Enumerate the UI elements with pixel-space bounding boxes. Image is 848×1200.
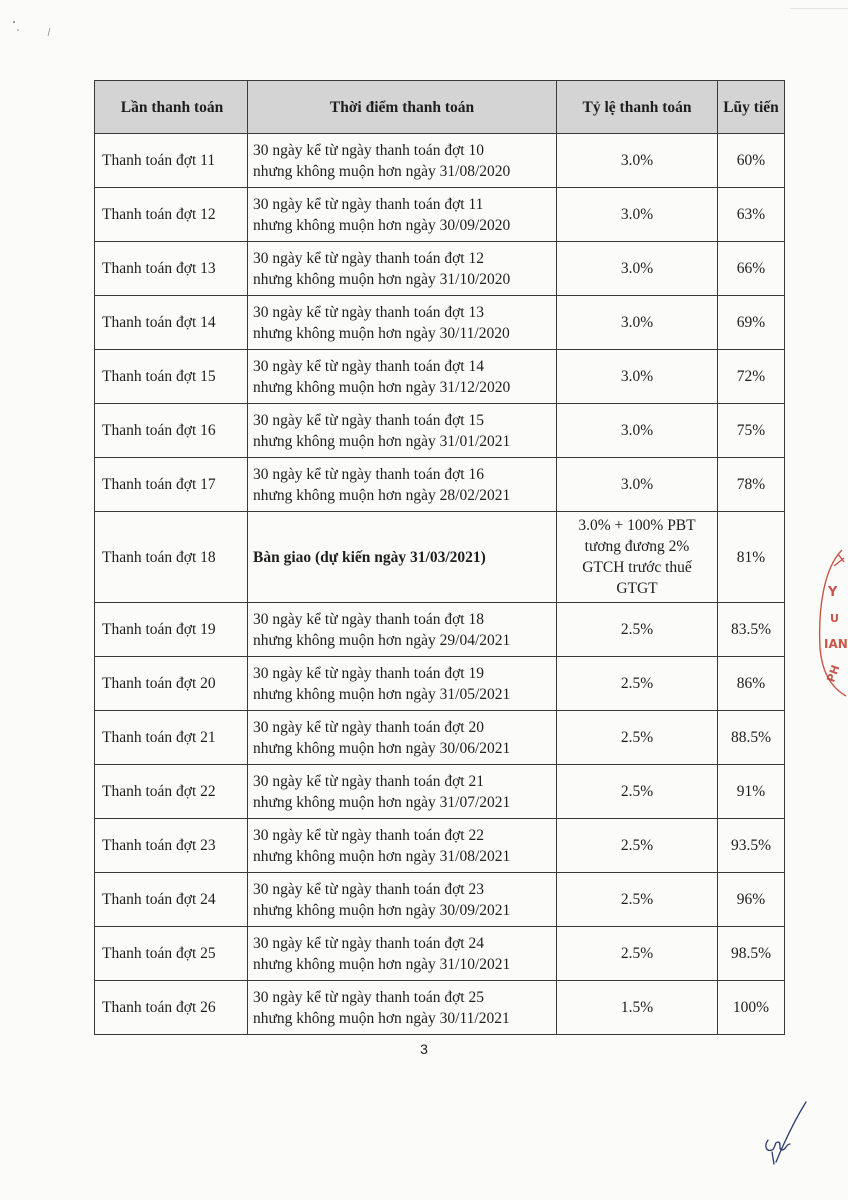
rate-cell: 2.5%: [557, 657, 718, 711]
timing-cell: [248, 873, 557, 927]
timing-cell: [248, 458, 557, 512]
rate-line: GTGT: [616, 580, 658, 597]
timing-line: nhưng không muộn hơn ngày 30/11/2020: [253, 324, 510, 342]
installment-cell: Thanh toán đợt 13: [95, 242, 248, 296]
timing-line: nhưng không muộn hơn ngày 31/07/2021: [253, 793, 511, 811]
installment-cell: Thanh toán đợt 26: [95, 981, 248, 1035]
table-row: [95, 242, 785, 296]
timing-line: 30 ngày kể từ ngày thanh toán đợt 12: [253, 249, 484, 267]
installment-cell: Thanh toán đợt 15: [95, 350, 248, 404]
rate-cell: 2.5%: [557, 603, 718, 657]
timing-line: nhưng không muộn hơn ngày 31/10/2020: [253, 270, 511, 288]
table-row: [95, 981, 785, 1035]
stamp-fragment: U: [830, 612, 839, 625]
rate-cell: 2.5%: [557, 873, 718, 927]
header-installment: Lần thanh toán: [95, 81, 248, 134]
timing-cell: [248, 350, 557, 404]
timing-line: nhưng không muộn hơn ngày 31/05/2021: [253, 685, 511, 703]
table-header-row: [95, 81, 785, 134]
rate-cell: 2.5%: [557, 927, 718, 981]
cumulative-cell: 93.5%: [718, 819, 785, 873]
table-row: [95, 711, 785, 765]
timing-cell: [248, 404, 557, 458]
table-row: [95, 819, 785, 873]
timing-line: nhưng không muộn hơn ngày 28/02/2021: [253, 486, 511, 504]
timing-line: nhưng không muộn hơn ngày 30/09/2021: [253, 901, 511, 919]
table-row: [95, 603, 785, 657]
timing-line: nhưng không muộn hơn ngày 31/08/2021: [253, 847, 511, 865]
cumulative-cell: 66%: [718, 242, 785, 296]
signature-initials: [760, 1100, 810, 1170]
payment-schedule-table: [94, 80, 785, 1035]
timing-cell: [248, 242, 557, 296]
timing-cell: [248, 711, 557, 765]
table-row: [95, 404, 785, 458]
cumulative-cell: 60%: [718, 134, 785, 188]
cumulative-cell: 72%: [718, 350, 785, 404]
timing-cell: [248, 134, 557, 188]
cumulative-cell: 63%: [718, 188, 785, 242]
header-timing: Thời điểm thanh toán: [248, 81, 557, 134]
installment-cell: Thanh toán đợt 25: [95, 927, 248, 981]
timing-line: 30 ngày kể từ ngày thanh toán đợt 10: [253, 141, 484, 159]
table-row: [95, 657, 785, 711]
timing-line: nhưng không muộn hơn ngày 30/11/2021: [253, 1009, 510, 1027]
timing-cell: [248, 981, 557, 1035]
timing-line: nhưng không muộn hơn ngày 30/09/2020: [253, 216, 511, 234]
installment-cell: Thanh toán đợt 12: [95, 188, 248, 242]
stamp-fragment: PH: [824, 663, 843, 685]
timing-line: 30 ngày kể từ ngày thanh toán đợt 15: [253, 411, 484, 429]
table-row: [95, 765, 785, 819]
timing-line: 30 ngày kể từ ngày thanh toán đợt 24: [253, 934, 484, 952]
table-row: [95, 134, 785, 188]
rate-line: tương đương 2%: [584, 538, 690, 555]
timing-line: 30 ngày kể từ ngày thanh toán đợt 20: [253, 718, 484, 736]
table-row: [95, 873, 785, 927]
installment-cell: Thanh toán đợt 11: [95, 134, 248, 188]
timing-cell: [248, 296, 557, 350]
installment-cell: Thanh toán đợt 17: [95, 458, 248, 512]
timing-line: 30 ngày kể từ ngày thanh toán đợt 13: [253, 303, 484, 321]
handover-row: [95, 512, 785, 603]
cumulative-cell: 88.5%: [718, 711, 785, 765]
handover-timing-cell: Bàn giao (dự kiến ngày 31/03/2021): [248, 512, 557, 603]
installment-cell: Thanh toán đợt 22: [95, 765, 248, 819]
timing-cell: [248, 819, 557, 873]
cumulative-cell: 86%: [718, 657, 785, 711]
table-row: [95, 296, 785, 350]
stamp-fragment: IAN: [824, 637, 848, 651]
installment-cell: Thanh toán đợt 23: [95, 819, 248, 873]
table-row: [95, 458, 785, 512]
cumulative-cell: 81%: [718, 512, 785, 603]
table-row: [95, 927, 785, 981]
rate-cell: 2.5%: [557, 711, 718, 765]
scan-edge-mark: [790, 8, 848, 9]
cumulative-cell: 83.5%: [718, 603, 785, 657]
rate-cell: 2.5%: [557, 819, 718, 873]
cumulative-cell: 100%: [718, 981, 785, 1035]
stamp-fragment: Y: [828, 585, 838, 600]
timing-line: nhưng không muộn hơn ngày 29/04/2021: [253, 631, 511, 649]
installment-cell: Thanh toán đợt 18: [95, 512, 248, 603]
rate-cell: 1.5%: [557, 981, 718, 1035]
timing-line: 30 ngày kể từ ngày thanh toán đợt 25: [253, 988, 484, 1006]
rate-cell: 2.5%: [557, 765, 718, 819]
cumulative-cell: 91%: [718, 765, 785, 819]
rate-cell: 3.0%: [557, 458, 718, 512]
timing-line: nhưng không muộn hơn ngày 31/12/2020: [253, 378, 511, 396]
timing-line: 30 ngày kể từ ngày thanh toán đợt 11: [253, 195, 484, 213]
rate-cell: [557, 512, 718, 603]
cumulative-cell: 98.5%: [718, 927, 785, 981]
timing-line: 30 ngày kể từ ngày thanh toán đợt 23: [253, 880, 484, 898]
timing-line: 30 ngày kể từ ngày thanh toán đợt 18: [253, 610, 484, 628]
timing-cell: [248, 765, 557, 819]
scan-specks: [10, 16, 60, 46]
timing-cell: [248, 188, 557, 242]
table-row: [95, 350, 785, 404]
header-cumulative: Lũy tiến: [718, 81, 785, 134]
rate-line: GTCH trước thuế: [582, 559, 692, 576]
company-stamp: [812, 548, 848, 698]
installment-cell: Thanh toán đợt 20: [95, 657, 248, 711]
rate-cell: 3.0%: [557, 404, 718, 458]
timing-line: 30 ngày kể từ ngày thanh toán đợt 22: [253, 826, 484, 844]
timing-cell: [248, 603, 557, 657]
rate-line: 3.0% + 100% PBT: [578, 517, 696, 534]
timing-line: nhưng không muộn hơn ngày 30/06/2021: [253, 739, 511, 757]
timing-cell: [248, 927, 557, 981]
rate-cell: 3.0%: [557, 188, 718, 242]
timing-line: nhưng không muộn hơn ngày 31/08/2020: [253, 162, 511, 180]
rate-cell: 3.0%: [557, 242, 718, 296]
timing-line: 30 ngày kể từ ngày thanh toán đợt 19: [253, 664, 484, 682]
timing-line: 30 ngày kể từ ngày thanh toán đợt 14: [253, 357, 484, 375]
rate-cell: 3.0%: [557, 350, 718, 404]
page-number: 3: [420, 1041, 428, 1057]
cumulative-cell: 75%: [718, 404, 785, 458]
cumulative-cell: 78%: [718, 458, 785, 512]
rate-cell: 3.0%: [557, 296, 718, 350]
installment-cell: Thanh toán đợt 14: [95, 296, 248, 350]
rate-cell: 3.0%: [557, 134, 718, 188]
cumulative-cell: 69%: [718, 296, 785, 350]
timing-line: nhưng không muộn hơn ngày 31/01/2021: [253, 432, 511, 450]
installment-cell: Thanh toán đợt 16: [95, 404, 248, 458]
timing-cell: [248, 657, 557, 711]
installment-cell: Thanh toán đợt 21: [95, 711, 248, 765]
timing-line: nhưng không muộn hơn ngày 31/10/2021: [253, 955, 511, 973]
table-row: [95, 188, 785, 242]
installment-cell: Thanh toán đợt 19: [95, 603, 248, 657]
timing-line: 30 ngày kể từ ngày thanh toán đợt 16: [253, 465, 484, 483]
header-rate: Tỷ lệ thanh toán: [557, 81, 718, 134]
installment-cell: Thanh toán đợt 24: [95, 873, 248, 927]
cumulative-cell: 96%: [718, 873, 785, 927]
timing-line: 30 ngày kể từ ngày thanh toán đợt 21: [253, 772, 484, 790]
